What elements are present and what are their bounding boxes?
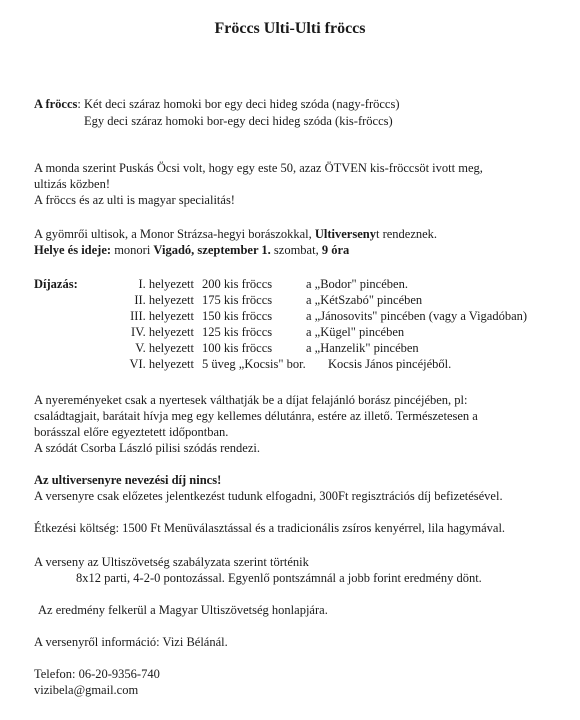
redeem-line-2: családtagjait, barátait hívja meg egy kellemes délutánra, estére az illető. Természetesen a bbox=[34, 409, 478, 423]
event-text-pre: A gyömrői ultisok, a Monor Strázsa-hegyi borászokkal, bbox=[34, 227, 315, 241]
froccs-text-1: : Két deci száraz homoki bor egy deci hideg szóda (nagy-fröccs) bbox=[77, 97, 400, 111]
prize-amount: 100 kis fröccs bbox=[202, 341, 273, 355]
prize-place: IV. helyezett bbox=[131, 325, 194, 339]
prize-amount: 150 kis fröccs bbox=[202, 309, 273, 323]
prize-cellar: a „Kügel" pincében bbox=[306, 325, 405, 339]
prize-cellar: a „Bodor" pincében. bbox=[306, 277, 408, 291]
prize-place: II. helyezett bbox=[134, 293, 194, 307]
froccs-line-2: Egy deci száraz homoki bor-egy deci hideg szóda (kis-fröccs) bbox=[84, 114, 393, 128]
prize-place: V. helyezett bbox=[135, 341, 194, 355]
event-time: 9 óra bbox=[321, 243, 350, 257]
prize-place: I. helyezett bbox=[138, 277, 194, 291]
rules-line-1: A verseny az Ultiszövetség szabályzata szerint történik bbox=[34, 555, 309, 569]
event-place-mid: monori bbox=[111, 243, 154, 257]
result-line: Az eredmény felkerül a Magyar Ultiszövetség honlapjára. bbox=[38, 603, 328, 617]
info-line: A versenyről információ: Vizi Bélánál. bbox=[34, 635, 228, 649]
page-title: Fröccs Ulti-Ulti fröccs bbox=[214, 20, 366, 37]
fee-line: A versenyre csak előzetes jelentkezést tudunk elfogadni, 300Ft regisztrációs díj befizetésével. bbox=[34, 489, 503, 503]
prize-cellar: a „Hanzelik" pincében bbox=[306, 341, 419, 355]
prizes-label: Díjazás: bbox=[34, 277, 78, 291]
prize-amount: 175 kis fröccs bbox=[202, 293, 273, 307]
food-line: Étkezési költség: 1500 Ft Menüválasztással és a tradicionális zsíros kenyérrel, lila hagymával. bbox=[34, 521, 506, 535]
event-text-post: t rendeznek. bbox=[375, 227, 438, 241]
redeem-line-4: A szódát Csorba László pilisi szódás rendezi. bbox=[34, 441, 260, 455]
rules-line-2: 8x12 parti, 4-2-0 pontozással. Egyenlő pontszámnál a jobb forint eredmény dönt. bbox=[76, 571, 482, 585]
froccs-line-1 bbox=[34, 97, 399, 112]
event-line-2 bbox=[34, 243, 349, 258]
fee-heading: Az ultiversenyre nevezési díj nincs! bbox=[34, 473, 222, 487]
redeem-line-1: A nyereményeket csak a nyertesek válthatják be a díjat felajánló borász pincéjében, pl: bbox=[34, 393, 468, 407]
event-day: szombat, bbox=[270, 243, 322, 257]
legend-line-3: A fröccs és az ulti is magyar specialitás! bbox=[34, 193, 235, 207]
prize-amount: 200 kis fröccs bbox=[202, 277, 273, 291]
prize-amount: 125 kis fröccs bbox=[202, 325, 273, 339]
event-line-1 bbox=[34, 227, 437, 242]
prize-cellar: Kocsis János pincéjéből. bbox=[328, 357, 452, 371]
legend-line-1: A monda szerint Puskás Öcsi volt, hogy egy este 50, azaz ÖTVEN kis-fröccsöt ivott meg, bbox=[34, 161, 483, 175]
contact-phone: Telefon: 06-20-9356-740 bbox=[34, 667, 160, 681]
prize-place: VI. helyezett bbox=[129, 357, 194, 371]
prize-cellar: a „KétSzabó" pincében bbox=[306, 293, 423, 307]
event-place-label: Helye és ideje: bbox=[34, 243, 112, 257]
prize-cellar: a „Jánosovits" pincében (vagy a Vigadóban) bbox=[306, 309, 528, 323]
redeem-line-3: borásszal előre egyeztetett időpontban. bbox=[34, 425, 229, 439]
contact-email: vizibela@gmail.com bbox=[34, 683, 139, 697]
event-ultiverseny: Ultiverseny bbox=[314, 227, 376, 241]
prize-place: III. helyezett bbox=[130, 309, 194, 323]
prize-amount: 5 üveg „Kocsis" bor. bbox=[202, 357, 306, 371]
legend-line-2: ultizás közben! bbox=[34, 177, 111, 191]
event-venue-date: Vigadó, szeptember 1. bbox=[153, 243, 271, 257]
froccs-label: A fröccs bbox=[34, 97, 78, 111]
